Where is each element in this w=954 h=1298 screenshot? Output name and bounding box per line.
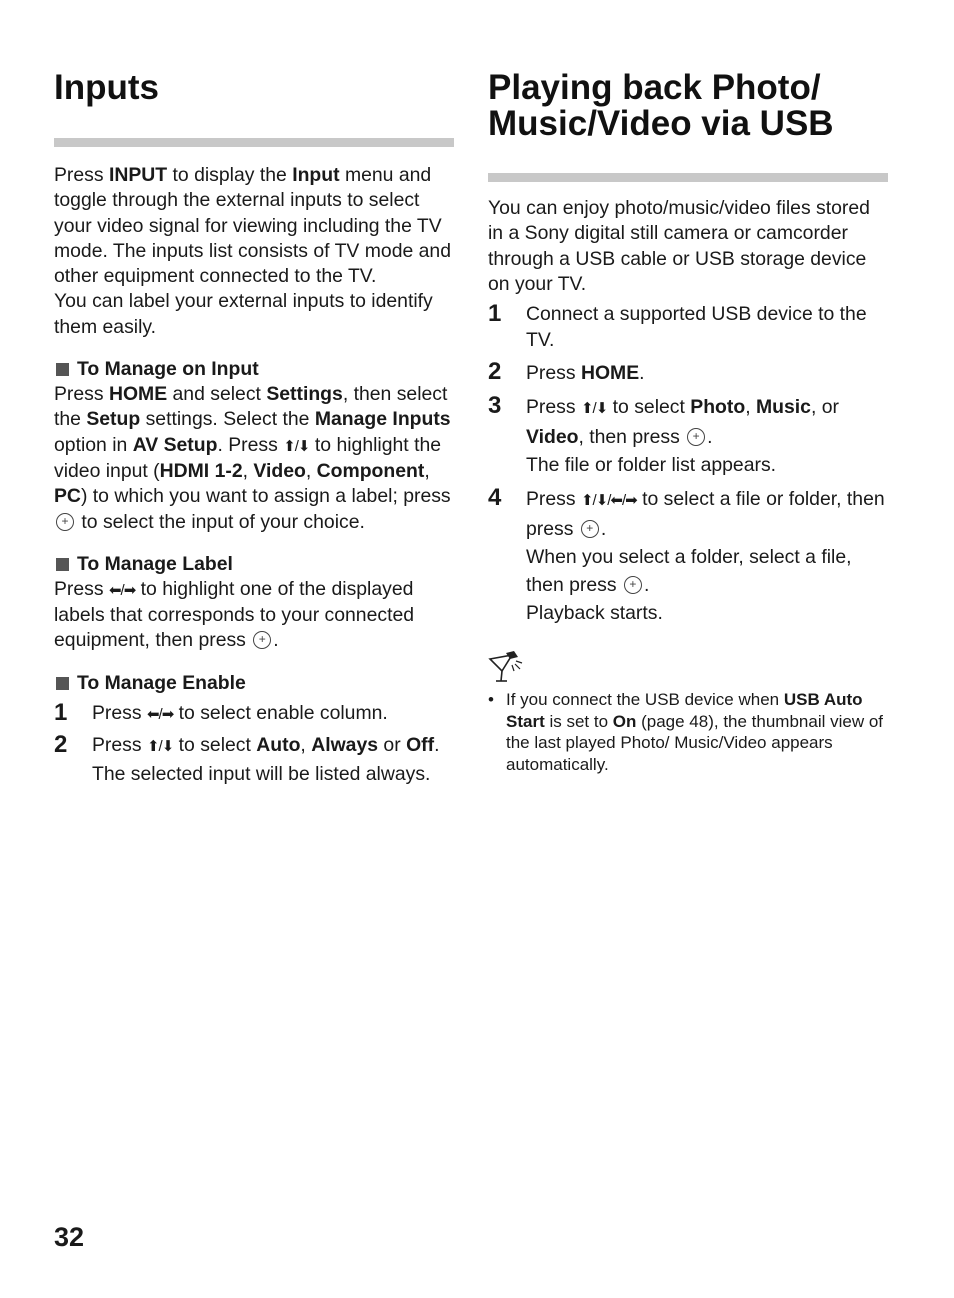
inputs-title: Inputs <box>54 68 159 107</box>
manage-enable-heading: To Manage Enable <box>54 671 454 696</box>
manage-enable-section <box>54 671 454 789</box>
step-number: 1 <box>54 698 68 726</box>
inputs-label-note: You can label your external inputs to identify them easily. <box>54 290 433 338</box>
right-column <box>488 70 888 775</box>
step-number: 2 <box>54 731 68 759</box>
enable-step-2 <box>54 732 454 788</box>
bullet: • <box>488 690 494 710</box>
enter-button-icon <box>624 576 642 594</box>
enter-button-icon <box>253 631 271 649</box>
up-down-arrow-icon: ⬆/⬇ <box>146 738 174 756</box>
title-rule <box>54 138 454 147</box>
square-bullet-icon <box>56 558 69 571</box>
usb-step-1 <box>488 301 888 353</box>
step-number: 3 <box>488 392 502 420</box>
enter-button-icon <box>581 520 599 538</box>
usb-step-4 <box>488 485 888 627</box>
left-right-arrow-icon: ⬅/➡ <box>108 581 136 599</box>
step-text: Press HOME. <box>526 362 645 385</box>
tip-text: If you connect the USB device when USB Auto Start is set to On (page 48), the thumbnail view of the last played Photo/ Music/Video appears automatically. <box>506 690 884 774</box>
step-text: Press ⬆/⬇ to select Auto, Always or Off. The selected input will be listed always. <box>92 734 440 785</box>
manage-label-heading: To Manage Label <box>54 552 454 577</box>
inputs-intro: Press INPUT to display the Input menu and toggle through the external inputs to select your video signal for viewing including the TV mode. The inputs list consists of TV mode and other equipment connected to the TV. <box>54 164 451 288</box>
enable-step-1 <box>54 700 454 729</box>
step-result: The file or folder list appears. <box>526 454 777 477</box>
step-text: Press ⬆/⬇/⬅/➡ to select a file or folder, then press +. When you select a folder, select a file, then press +. Playback starts. <box>526 485 888 627</box>
step-result: Playback starts. <box>526 602 663 625</box>
enter-button-icon <box>687 428 705 446</box>
usb-step-2 <box>488 359 888 387</box>
square-bullet-icon <box>56 363 69 376</box>
manage-input-section <box>54 357 454 535</box>
square-bullet-icon <box>56 677 69 690</box>
enter-button-icon <box>56 513 74 531</box>
left-column <box>54 70 454 788</box>
four-way-arrow-icon: ⬆/⬇/⬅/➡ <box>580 492 637 510</box>
manage-input-heading: To Manage on Input <box>54 357 454 382</box>
manage-input-text: Press HOME and select Settings, then select the Setup settings. Select the Manage Inputs option in AV Setup. Press ⬆/⬇ to highlight the video input (HDMI 1-2, Video, Component, PC) to which you want to assign a label; press + to select the input of your choice. <box>54 382 454 535</box>
step-number: 4 <box>488 484 502 512</box>
step-text: Press ⬅/➡ to select enable column. <box>92 701 388 724</box>
step-text: Press ⬆/⬇ to select Photo, Music, or Video, then press +. The file or folder list appears. <box>526 393 888 479</box>
page-number: 32 <box>54 1222 85 1252</box>
tip-lamp-icon <box>488 649 528 683</box>
usb-step-3 <box>488 393 888 479</box>
step-number: 1 <box>488 300 502 328</box>
manage-label-section <box>54 552 454 654</box>
step-text: Connect a supported USB device to the TV. <box>526 303 867 352</box>
up-down-arrow-icon: ⬆/⬇ <box>283 437 310 455</box>
tip-note <box>488 689 888 775</box>
usb-playback-title: Playing back Photo/ Music/Video via USB <box>488 68 834 143</box>
usb-intro: You can enjoy photo/music/video files stored in a Sony digital still camera or camcorder through a USB cable or USB storage device on your TV. <box>488 197 870 295</box>
title-rule <box>488 173 888 182</box>
up-down-arrow-icon: ⬆/⬇ <box>580 400 608 418</box>
step-number: 2 <box>488 358 502 386</box>
left-right-arrow-icon: ⬅/➡ <box>146 705 174 723</box>
manage-label-text: Press ⬅/➡ to highlight one of the displayed labels that corresponds to your connected equipment, then press +. <box>54 577 454 654</box>
